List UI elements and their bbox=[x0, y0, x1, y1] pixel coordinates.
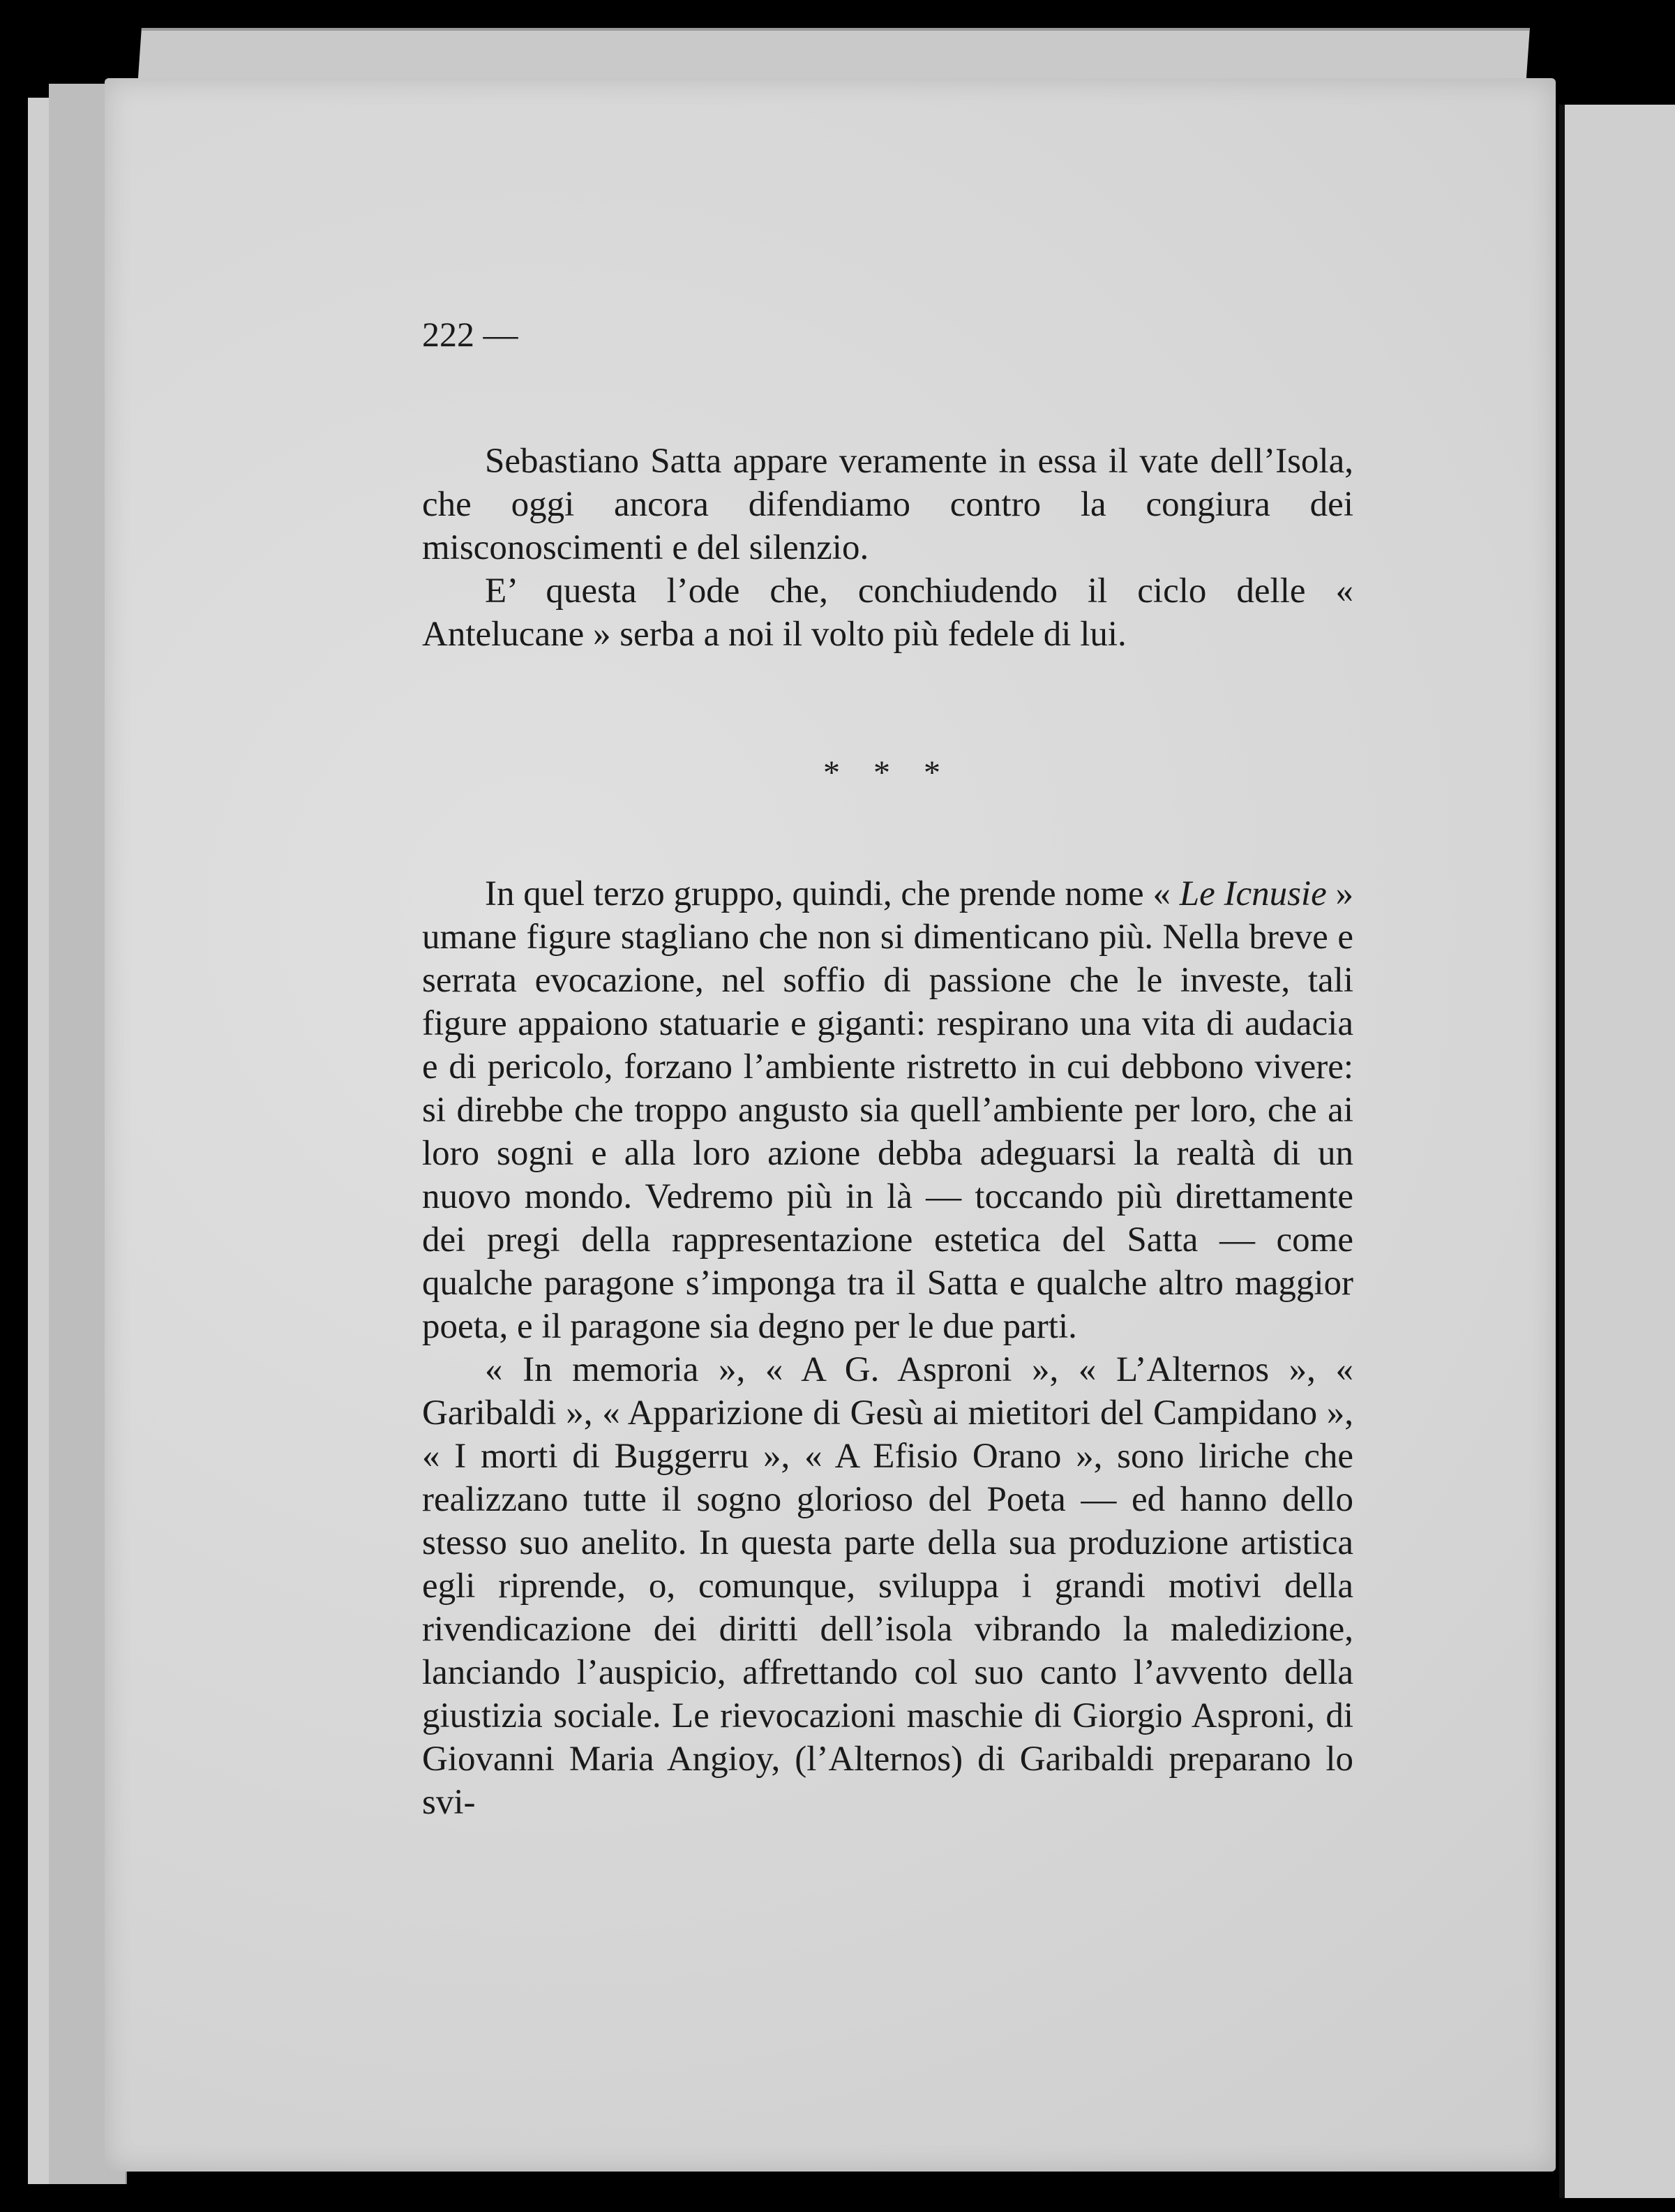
text-block-top bbox=[422, 440, 1353, 656]
facing-page-strip bbox=[1559, 105, 1675, 2198]
paragraph: E’ questa l’ode che, conchiudendo il ciclo delle « Antelucane » serba a noi il volto più fedele di lui. bbox=[422, 571, 1353, 654]
paragraph-text: » umane figure stagliano che non si dimenticano più. Nella breve e serrata evocazione, nel soffio di passione che le investe, tali figure appaiono statuarie e giganti: respirano una vita di audacia e di pericolo, forzano l’ambiente ristretto in cui debbono vivere: si direbbe che troppo angusto sia quell’ambiente per loro, che ai loro sogni e alla loro azione debba adeguarsi la realtà di un nuovo mondo. Vedremo più in là — toccando più direttamente dei pregi della rappresentazione estetica del Satta — come qualche paragone s’imponga tra il Satta e qualche altro maggior poeta, e il paragone sia degno per le due parti. bbox=[422, 874, 1353, 1346]
paragraph-text: In quel terzo gruppo, quindi, che prende nome « bbox=[485, 874, 1180, 913]
paragraph: Sebastiano Satta appare veramente in essa il vate dell’Isola, che oggi ancora difendiamo contro la congiura dei misconoscimenti e del silenzio. bbox=[422, 442, 1353, 567]
italic-title: Le Icnusie bbox=[1179, 874, 1327, 913]
page-number: 222 — bbox=[422, 315, 518, 354]
paragraph bbox=[422, 872, 1353, 1348]
section-separator: * * * bbox=[823, 754, 953, 791]
text-block-main bbox=[422, 872, 1353, 1824]
paragraph: « In memoria », « A G. Asproni », « L’Alternos », « Garibaldi », « Apparizione di Gesù ai mietitori del Campidano », « I morti di Buggerru », « A Efisio Orano », sono liriche che realizzano tutte il sogno glorioso del Poeta — ed hanno dello stesso suo anelito. In questa parte della sua produzione artistica egli riprende, o, comunque, sviluppa i grandi motivi della rivendicazione dei diritti dell’isola vibrando la maledizione, lanciando l’auspicio, affrettando col suo canto l’avvento della giustizia sociale. Le rievocazioni maschie di Giorgio Asproni, di Giovanni Maria Angioy, (l’Alternos) di Garibaldi preparano lo svi- bbox=[422, 1350, 1353, 1822]
